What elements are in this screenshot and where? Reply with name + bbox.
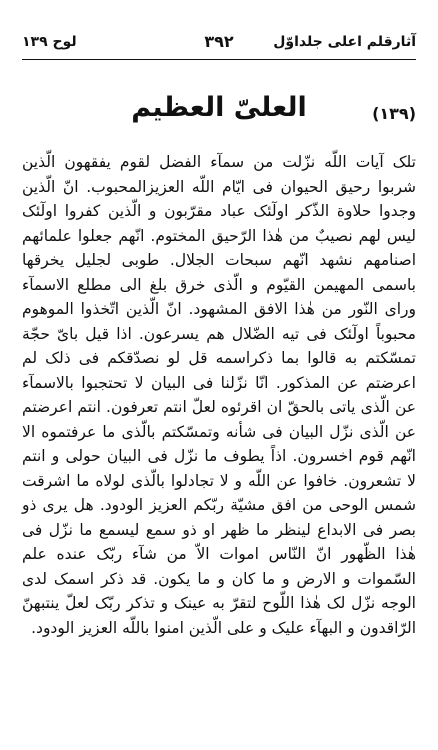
section-number: (١٣٩) <box>372 104 416 123</box>
tablet-number: لوح ١٣٩ <box>22 34 77 50</box>
header-divider <box>22 59 416 60</box>
body-paragraph: تلک آیات اللّه نزّلت من سمآء الفضل لقوم یفقهون الّذین شربوا رحیق الحیوان فی ایّام اللّه العزیزالمحبوب. انّ الّذین وجدوا حلاوة الذّکر اولٓئک عباد مقرّبون و الّذین کفروا اولٓئک لیس لهم نصیبٌ من هٰذا الرّحیق المختوم. انّهم جعلوا علمائهم اصنامهم نشهد انّهم سبحات الجلال. طوبی لجلیل یخرقها باسمی المهیمن القیّوم و الّذی خرق بلغ الی مطلع الاسمآء ورای النّور من هٰذا الافق المشهود. انّ الّذین اتّخذوا الموهوم محبوباً اولٓئک فی تیه الضّلال هم یسرعون. اذا قیل بایّ حجّة تمسّکتم به قالوا بما ذکراسمه قل لو نصدّقکم فی ذلک لم اعرضتم عن المذکور. انّا نزّلنا فی البیان لا تحتجبوا بالاسمآء عن الّذی یاتی بالحقّ ان اقرئوه لعلّ انتم تعرفون. انتم اعرضتم عن الّذی نزّل البیان فی شأنه وتمسّکتم بالّذی ما عرفتموه الا انّهم قوم اخسرون. اذاً یطوف ما نزّل فی البیان حولی و انتم لا تشعرون. خافوا عن اللّه و لا تجادلوا بالّذی لولاه ما اشرقت شمس الوحی من افق مشیّة ربّکم العزیز الودود. هل یری ذو بصر فی الابداع لینظر ما ظهر او ذو سمع لیسمع ما نزّل فی هٰذا الظّهور انّ النّاس اموات الاّ من شآء ربّک عنده علم السّموات و الارض و ما کان و ما یکون. قد ذکر اسمک لدی الوجه نزّل لک هٰذا اللّوح لتقرّ به عینک و تذکر ربّک لعلّ ینتبهنّ الرّاقدون و البهآء علیک و علی الّذین امنوا باللّه العزیز الودود. <box>22 153 416 637</box>
section-title: العلیّ العظیم <box>131 92 307 123</box>
tablet-body <box>22 150 416 640</box>
section-heading <box>22 92 416 136</box>
book-title: آثارقلم اعلی جلداوّل <box>273 34 416 50</box>
page-number: ٣٩٢ <box>204 32 234 51</box>
running-header <box>22 30 416 56</box>
